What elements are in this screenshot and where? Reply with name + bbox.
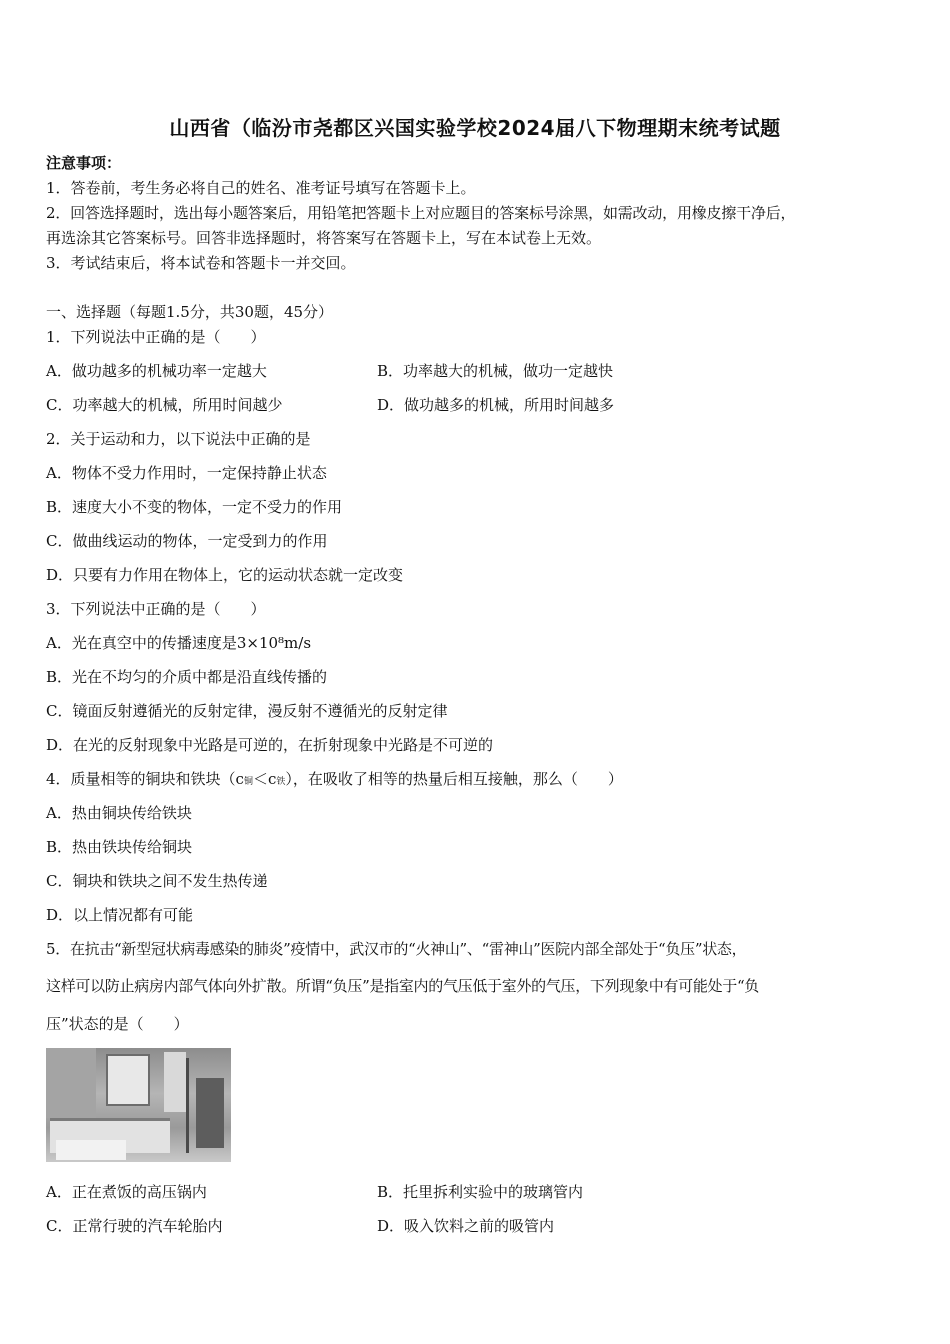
q5-stem-line-1: 5．在抗击“新型冠状病毒感染的肺炎”疫情中，武汉市的“火神山”、“雷神山”医院内部全部处于“负压”状态， [46,940,747,958]
q3-stem: 3．下列说法中正确的是（ ） [46,600,266,618]
q4-option-d: D．以上情况都有可能 [46,906,194,924]
q4-stem [46,768,623,789]
notice-item-2a: 2．回答选择题时，选出每小题答案后，用铅笔把答题卡上对应题目的答案标号涂黑，如需改动，用橡皮擦干净后， [46,204,796,222]
q3-option-a: A．光在真空中的传播速度是3×10⁸m/s [46,634,312,652]
q3-option-c: C．镜面反射遵循光的反射定律，漫反射不遵循光的反射定律 [46,702,448,720]
q4-option-b: B．热由铁块传给铜块 [46,838,193,856]
q2-option-b: B．速度大小不变的物体，一定不受力的作用 [46,498,343,516]
q3-option-d: D．在光的反射现象中光路是可逆的，在折射现象中光路是不可逆的 [46,736,494,754]
notice-item-3: 3．考试结束后，将本试卷和答题卡一并交回。 [46,254,356,272]
q4-option-c: C．铜块和铁块之间不发生热传递 [46,872,268,890]
notice-item-2b: 再选涂其它答案标号。回答非选择题时，将答案写在答题卡上，写在本试卷上无效。 [46,229,602,247]
q5-option-a: A．正在煮饭的高压锅内 [46,1183,207,1201]
q4-stem-mid: ＜c [252,770,277,788]
q5-option-b: B．托里拆利实验中的玻璃管内 [377,1183,584,1201]
q1-option-c: C．功率越大的机械，所用时间越少 [46,396,283,414]
q5-option-d: D．吸入饮料之前的吸管内 [377,1217,555,1235]
q1-option-d: D．做功越多的机械，所用时间越多 [377,396,615,414]
q2-stem: 2．关于运动和力，以下说法中正确的是 [46,430,311,448]
q4-sub-copper: 铜 [243,777,253,787]
q1-option-a: A．做功越多的机械功率一定越大 [46,362,267,380]
q4-sub-iron: 铁 [276,777,286,787]
q4-option-a: A．热由铜块传给铁块 [46,804,192,822]
q1-stem: 1．下列说法中正确的是（ ） [46,328,266,346]
q4-stem-post: ），在吸收了相等的热量后相互接触，那么（ ） [285,770,623,788]
q2-option-a: A．物体不受力作用时，一定保持静止状态 [46,464,327,482]
hospital-ward-photo [46,1048,231,1162]
exam-title: 山西省（临汾市尧都区兴国实验学校2024届八下物理期末统考试题 [169,116,781,140]
notice-heading: 注意事项： [46,154,122,172]
q5-option-c: C．正常行驶的汽车轮胎内 [46,1217,223,1235]
q1-option-b: B．功率越大的机械，做功一定越快 [377,362,614,380]
notice-item-1: 1．答卷前，考生务必将自己的姓名、准考证号填写在答题卡上。 [46,179,476,197]
section-heading: 一、选择题（每题1.5分，共30题，45分） [46,303,334,321]
q4-stem-pre: 4．质量相等的铜块和铁块（c [46,770,244,788]
q2-option-d: D．只要有力作用在物体上，它的运动状态就一定改变 [46,566,404,584]
q5-stem-line-2: 这样可以防止病房内部气体向外扩散。所谓“负压”是指室内的气压低于室外的气压，下列现象中有可能处于“负 [46,977,760,995]
q3-option-b: B．光在不均匀的介质中都是沿直线传播的 [46,668,328,686]
q2-option-c: C．做曲线运动的物体，一定受到力的作用 [46,532,328,550]
q5-stem-line-3: 压”状态的是（ ） [46,1015,189,1033]
